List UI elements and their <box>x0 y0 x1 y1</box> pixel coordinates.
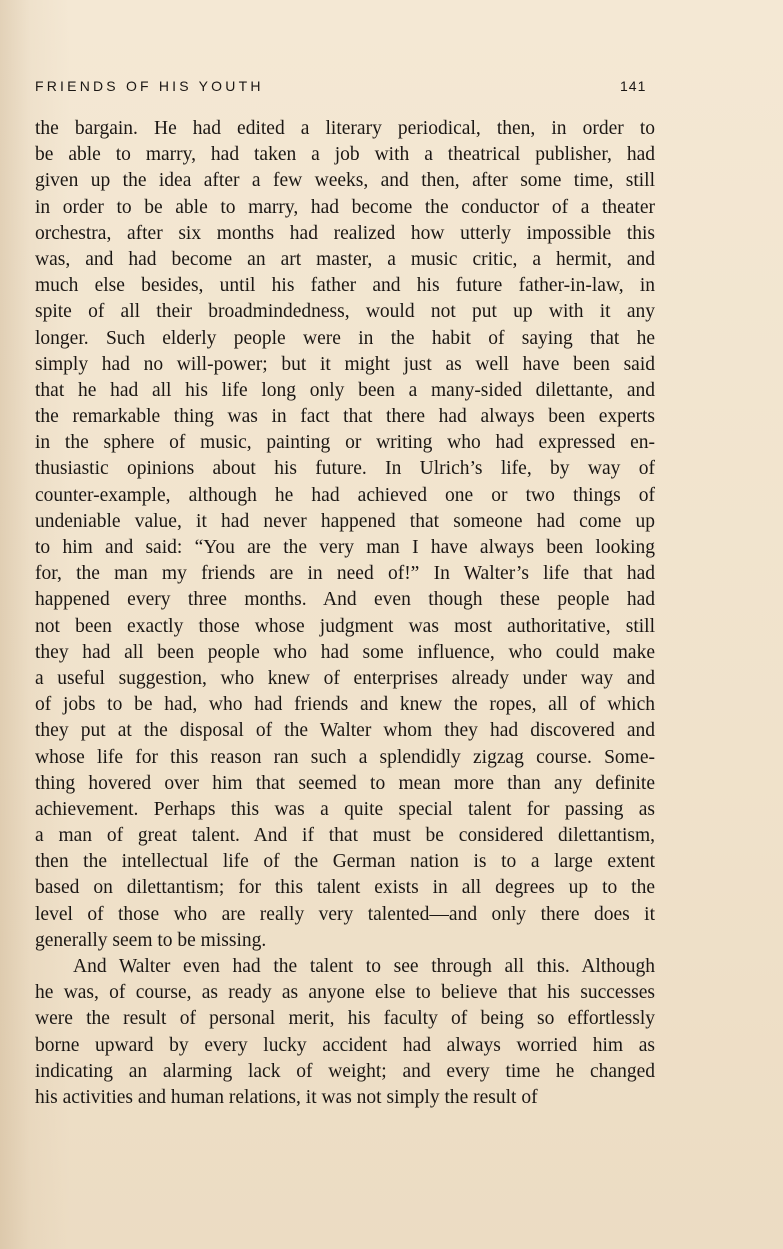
text-line: happened every three months. And even though these people had <box>35 589 655 611</box>
text-line: achievement. Perhaps this was a quite special talent for passing as <box>35 798 655 820</box>
text-line: for, the man my friends are in need of!” In Walter’s life that had <box>35 563 655 585</box>
text-line: borne upward by every lucky accident had always worried him as <box>35 1034 655 1056</box>
text-line: the bargain. He had edited a literary periodical, then, in order to <box>35 118 655 139</box>
text-line: thusiastic opinions about his future. In Ulrich’s life, by way of <box>35 458 655 480</box>
text-line: to him and said: “You are the very man I have always been looking <box>35 537 655 558</box>
text-line: they put at the disposal of the Walter whom they had discovered and <box>35 720 655 742</box>
text-line: be able to marry, had taken a job with a theatrical publisher, had <box>35 144 655 166</box>
text-line: in order to be able to marry, had become the conductor of a theater <box>35 196 655 218</box>
text-line: a useful suggestion, who knew of enterprises already under way and <box>35 667 655 689</box>
text-line: a man of great talent. And if that must be considered dilettantism, <box>35 825 655 847</box>
text-line: simply had no will-power; but it might just as well have been said <box>35 353 655 375</box>
running-header <box>35 78 655 98</box>
text-line: were the result of personal merit, his faculty of being so effortlessly <box>35 1008 655 1030</box>
text-line: much else besides, until his father and his future father-in-law, in <box>35 275 655 297</box>
paragraph <box>35 954 655 1111</box>
text-line: in the sphere of music, painting or writing who had expressed en- <box>35 432 655 454</box>
paragraph <box>35 116 655 954</box>
text-line: orchestra, after six months had realized how utterly impossible this <box>35 222 655 244</box>
text-line: level of those who are really very talented—and only there does it <box>35 903 655 925</box>
text-line: whose life for this reason ran such a splendidly zigzag course. Some- <box>35 746 655 768</box>
text-line: longer. Such elderly people were in the habit of saying that he <box>35 327 655 349</box>
text-line: not been exactly those whose judgment was most authoritative, still <box>35 615 655 637</box>
text-line: thing hovered over him that seemed to mean more than any definite <box>35 772 655 794</box>
text-line: given up the idea after a few weeks, and then, after some time, still <box>35 170 655 192</box>
text-line: And Walter even had the talent to see through all this. Although <box>73 956 655 977</box>
text-line: his activities and human relations, it was not simply the result of <box>35 1086 538 1108</box>
text-line: undeniable value, it had never happened that someone had come up <box>35 510 655 532</box>
text-line: was, and had become an art master, a music critic, a hermit, and <box>35 248 655 270</box>
text-line: that he had all his life long only been a many-sided dilettante, and <box>35 379 655 401</box>
page-number: 141 <box>620 78 647 94</box>
text-line: counter-example, although he had achieved one or two things of <box>35 484 655 506</box>
section-title: FRIENDS OF HIS YOUTH <box>35 78 264 94</box>
text-line: the remarkable thing was in fact that there had always been experts <box>35 406 655 428</box>
text-line: then the intellectual life of the German nation is to a large extent <box>35 851 655 873</box>
text-line: he was, of course, as ready as anyone else to believe that his successes <box>35 982 655 1004</box>
text-line: based on dilettantism; for this talent exists in all degrees up to the <box>35 877 655 899</box>
text-line: spite of all their broadmindedness, would not put up with it any <box>35 301 655 323</box>
text-line: generally seem to be missing. <box>35 929 267 951</box>
text-line: indicating an alarming lack of weight; and every time he changed <box>35 1060 655 1082</box>
text-line: of jobs to be had, who had friends and knew the ropes, all of which <box>35 694 655 716</box>
body-text <box>35 116 655 1111</box>
text-line: they had all been people who had some influence, who could make <box>35 641 655 663</box>
